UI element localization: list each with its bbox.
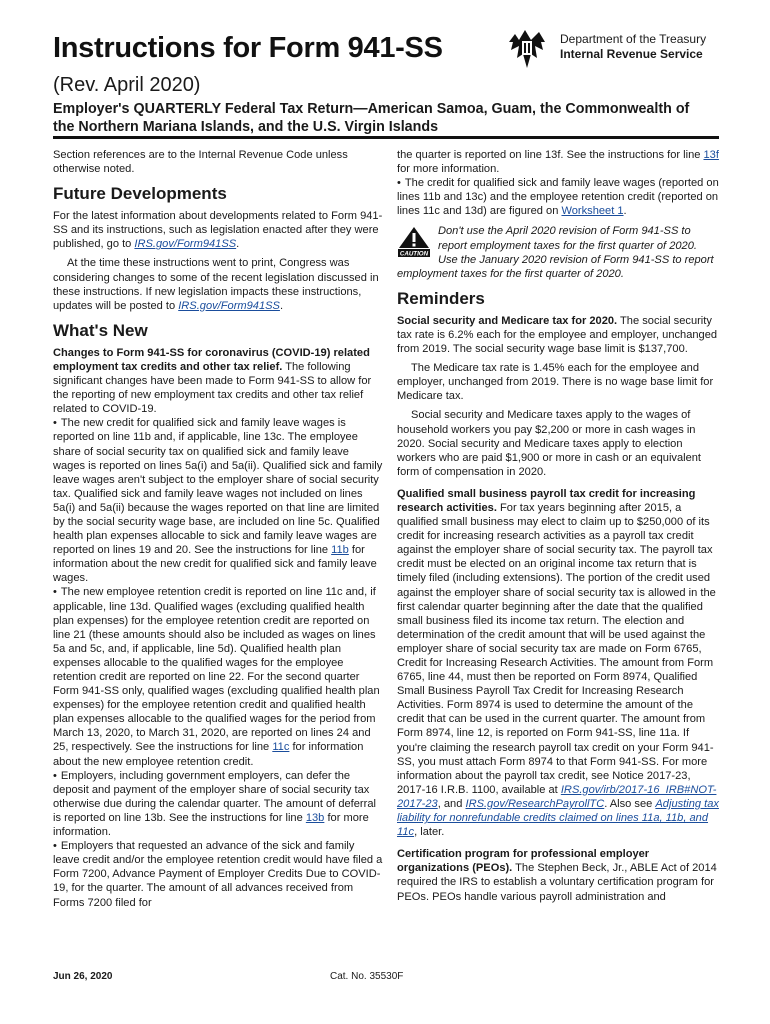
- irs-eagle-logo-icon: [505, 28, 549, 72]
- notice-2017-23-link[interactable]: IRS.gov/irb/2017-16_IRB#NOT-2017-23: [397, 783, 717, 810]
- caution-icon: [397, 226, 431, 257]
- bullet-deferral: • Employers, including government employers, can defer the deposit and payment of the employer share of social security tax otherwise due during the calendar quarter. The amount of deferral is reported on line 13b. See the instructions for line 13b for more information.: [53, 769, 384, 839]
- line-13f-link[interactable]: 13f: [703, 149, 719, 161]
- research-payroll-tc-link[interactable]: IRS.gov/ResearchPayrollTC: [465, 797, 605, 810]
- bullet-employee-retention-credit: • The new employee retention credit is reported on line 11c and, if applicable, line 13d. Qualified wages (excluding qualified health plan expenses) for the employee retention credit are reported on line 21 (these amounts should also be included as wages on lines 5a and 5c, and, if applicable, line 5d). Qualified health plan expenses allocable to the qualified wages for the employee retention credit are reported on line 22. For the second quarter Form 941-SS only, qualified wages (excluding qualified health plan expenses) for the employee retention credit and qualified health plan expenses allocable to the qualified wages for the period from March 13, 2020, to March 31, 2020, are reported on lines 24 and 25, respectively. See the instructions for line 11c for information about the new employee retention credit.: [53, 585, 384, 768]
- ss-medicare-paragraph: Social security and Medicare tax for 2020. The social security tax rate is 6.2% each for the employee and employer, unchanged from 2019. The social security wage base limit is $137,700.: [397, 314, 718, 356]
- future-paragraph-2: At the time these instructions went to print, Congress was considering changes to some of the recent legislation discussed in these instructions. If new legislation impacts these instructions, updates will be posted to IRS.gov/Form941SS.: [53, 257, 379, 312]
- advances-continued: the quarter is reported on line 13f. See the instructions for line 13f for more information.: [397, 149, 719, 176]
- footer-catalog-number: Cat. No. 35530F: [330, 971, 404, 982]
- footer-date: Jun 26, 2020: [53, 971, 113, 982]
- future-developments-heading: Future Developments: [53, 184, 227, 204]
- future-paragraph-1: For the latest information about developments related to Form 941-SS and its instructions, such as legislation enacted after they were published, go to IRS.gov/Form941SS.: [53, 210, 383, 251]
- intro-paragraph: Section references are to the Internal Revenue Code unless otherwise noted.: [53, 149, 348, 176]
- bullet-worksheet: • The credit for qualified sick and family leave wages (reported on lines 11b and 13c) and the employee retention credit (reported on lines 11c and 13d) are figured on Worksheet 1.: [397, 176, 719, 218]
- line-11c-link[interactable]: 11c: [272, 741, 290, 754]
- irs-form941ss-link-2[interactable]: IRS.gov/Form941SS: [178, 299, 280, 312]
- caution-text: Don't use the April 2020 revision of Form 941-SS to report employment taxes for the first quarter of 2020. Use the January 2020 revision of Form 941-SS to report employment taxes for the first quarter of 2020.: [397, 225, 714, 280]
- worksheet-1-link[interactable]: Worksheet 1: [561, 205, 624, 218]
- line-11b-link[interactable]: 11b: [331, 544, 349, 557]
- agency-name: [560, 32, 706, 62]
- bullet-advances: • Employers that requested an advance of the sick and family leave credit and/or the employee retention credit would have filed a Form 7200, Advance Payment of Employer Credits Due to COVID-19, for the quarter. The amount of all advances received from Forms 7200 filed for: [53, 839, 384, 909]
- caution-note: [397, 224, 719, 280]
- qsb-payroll-credit-paragraph: Qualified small business payroll tax credit for increasing research activities. For tax years beginning after 2015, a qualified small business may elect to claim up to $250,000 of its credit for increasing research activities as a payroll tax credit against the employer share of social security tax. The payroll tax credit must be elected on an original income tax return that is timely filed (including extensions). The portion of the credit used against the employer share of social security tax is allowed in the first calendar quarter beginning after the date that the qualified small business filed its income tax return. The election and determination of the credit amount that will be used against the employer share of social security tax are made on Form 6765, Credit for Increasing Research Activities. The amount from Form 6765, line 44, must then be reported on Form 8974, Qualified Small Business Payroll Tax Credit for Increasing Research Activities. Form 8974 is used to determine the amount of the credit that can be used in the current quarter. The amount from Form 8974, line 12, is reported on Form 941-SS, line 11a. If you're claiming the research payroll tax credit on your Form 941-SS, you must attach Form 8974 to that Form 941-SS. For more information about the payroll tax credit, see Notice 2017-23, 2017-16 I.R.B. 1100, available at IRS.gov/irb/2017-16_IRB#NOT-2017-23, and IRS.gov/ResearchPayrollTC. Also see Adjusting tax liability for nonrefundable credits claimed on lines 11a, 11b, and 11c, later.: [397, 487, 719, 839]
- agency-irs: Internal Revenue Service: [560, 47, 703, 61]
- agency-department: Department of the Treasury: [560, 32, 707, 46]
- caution-label: CAUTION: [399, 250, 429, 258]
- household-paragraph: Social security and Medicare taxes apply to the wages of household workers you pay $2,200 or more in cash wages in 2020. Social security and Medicare taxes apply to election workers who are paid $1,900 or more in cash or an equivalent form of compensation in 2020.: [397, 409, 702, 478]
- reminders-heading: Reminders: [397, 288, 485, 308]
- irs-form941ss-link[interactable]: IRS.gov/Form941SS: [134, 238, 237, 251]
- header-divider: [53, 136, 719, 139]
- page-title: Instructions for Form 941-SS: [53, 32, 443, 64]
- left-column: [53, 148, 384, 910]
- right-column: [397, 148, 719, 904]
- line-13b-link[interactable]: 13b: [305, 811, 325, 824]
- covid-changes-paragraph: Changes to Form 941-SS for coronavirus (COVID-19) related employment tax credits and other tax relief. The following significant changes have been made to Form 941-SS to allow for the reporting of new employment tax credits and other tax relief related to COVID-19.: [53, 346, 372, 416]
- medicare-paragraph: The Medicare tax rate is 1.45% each for the employee and employer, unchanged from 2019. There is no wage base limit for Medicare tax.: [397, 362, 714, 403]
- form-subtitle: Employer's QUARTERLY Federal Tax Return—American Samoa, Guam, the Commonwealth of the Northern Mariana Islands, and the U.S. Virgin Islands: [53, 101, 690, 135]
- peo-paragraph: Certification program for professional employer organizations (PEOs). The Stephen Beck, Jr., ABLE Act of 2014 required the IRS to establish a voluntary certification program for PEOs. PEOs handle various payroll administration and: [397, 848, 717, 903]
- whats-new-heading: What's New: [53, 320, 148, 340]
- revision-date: (Rev. April 2020): [53, 74, 201, 96]
- adjusting-tax-liability-link[interactable]: Adjusting tax liability for nonrefundable credits claimed on lines 11a, 11b, and 11c: [397, 797, 719, 839]
- bullet-sick-leave-credit: • The new credit for qualified sick and family leave wages is reported on line 11b and, if applicable, line 13c. The employee share of social security tax on qualified sick and family leave wages is reported on lines 5a(i) and 5a(ii). Qualified sick and family leave wages aren't subject to the employer share of social security tax. Qualified sick and family leave wages not included on lines 5a(i) and 5a(ii) because the wages reported on that line are limited by the social security wage base, are included on line 5c. Qualified health plan expenses allocable to sick and family leave wages are reported on lines 19 and 20. See the instructions for line 11b for information about the new credit for qualified sick and family leave wages.: [53, 416, 384, 585]
